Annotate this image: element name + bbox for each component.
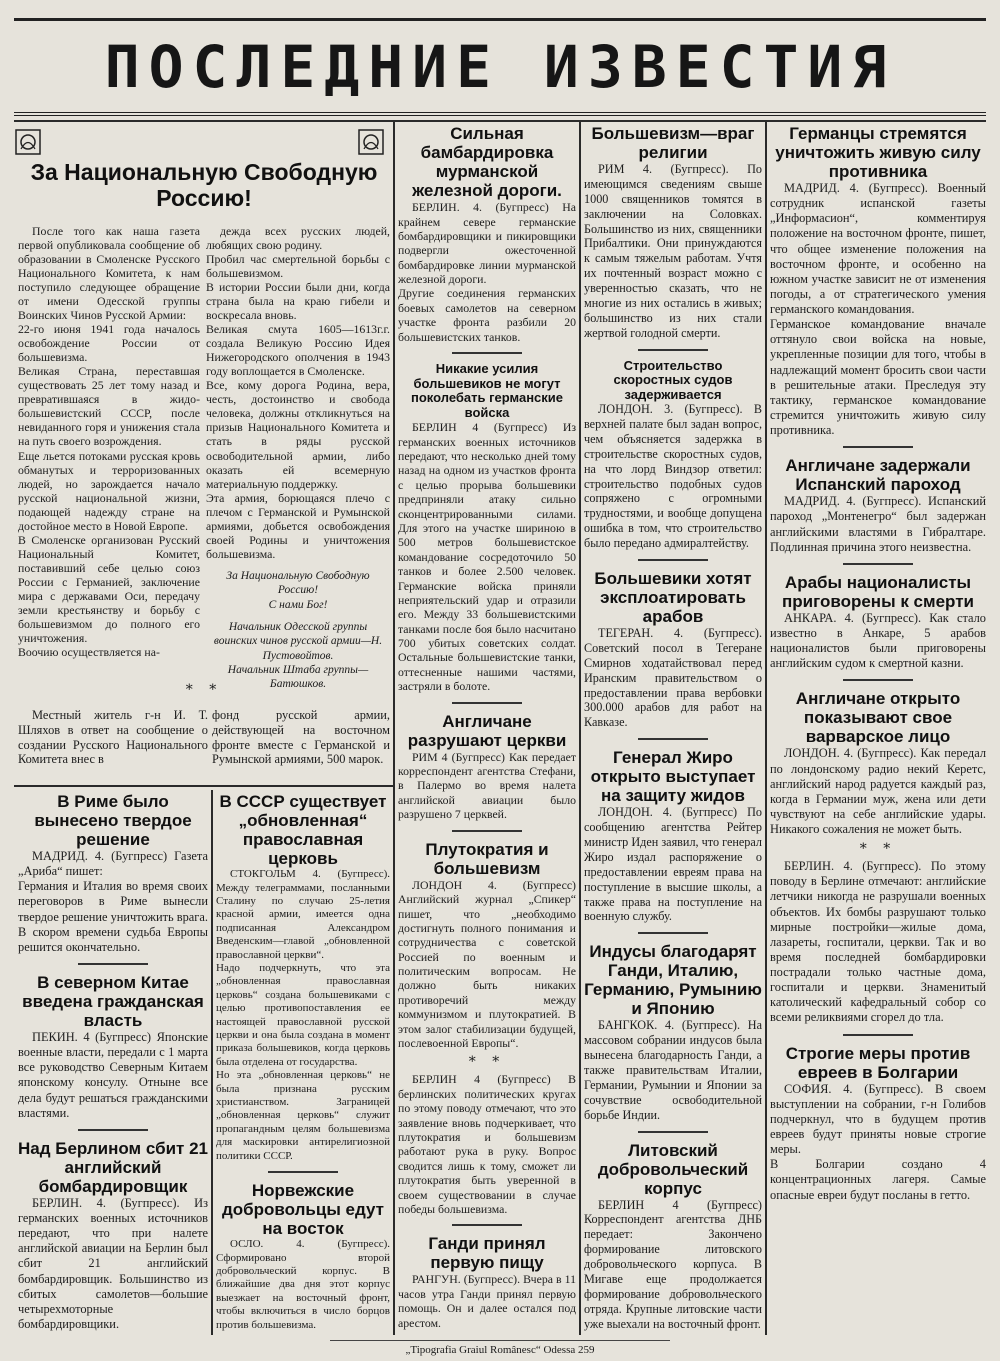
article-text: БАНГКОК. 4. (Бугпресс). На массовом собрании индусов была вынесена благодарность Ганди, а также правительствам Италии, Германии, Румынии и Японии за сочувствие освободительной борьбе Индии. [584, 1018, 762, 1122]
article-headline: Строительство скоростных судов задерживается [613, 357, 733, 402]
separator [268, 1171, 338, 1173]
article [18, 973, 208, 1121]
printer-imprint: „Tipografia Graiul Românesc“ Odessa 259 [330, 1340, 670, 1356]
article-text: РИМ 4 (Бугпресс) Как передает корреспондент агентства Стефани, в Палермо во время налета английской авиации было разрушено 7 церквей. [398, 749, 576, 822]
article-text: БЕРЛИН. 4. (Бугпресс). По этому поводу в Берлине отмечают: английские летчики никогда не разрушали военных объектов. Их бомбы разрушают только мирные постройки—жилые дома, лазареты, госпитали, церкви. Так и во время последней бомбардировки пострадали только частные дома, госпитали и церкви. Знаменитый католический кафедральный собор со всеми реликвиями сгорел до тла. [770, 859, 986, 1025]
article [770, 689, 986, 837]
column-rule [393, 120, 395, 1335]
article [584, 1141, 762, 1332]
column-4 [584, 124, 762, 1336]
article-headline: Англичане открыто показывают свое варварское лицо [795, 689, 961, 747]
lead-bottom-left [18, 708, 208, 784]
article-headline: Германцы стремятся уничтожить живую силу противника [775, 124, 981, 182]
lead-headline-box [18, 156, 390, 226]
lead-right-text: дежда всех русских людей, любящих свою родину. Пробил час смертельной борьбы с большевизмом. В истории России были дни, когда страна была на краю гибели и воскресала вновь. Великая смута 1605—1613г.г. создала Великую Россию Идея Нижегородского ополчения в 1943 году воплощается в Смоленске. Все, кому дорога Родина, вера, честь, достоинство и свобода человека, должны откликнуться на призыв Национального Комитета и стать в ряды русской освободительной армии, либо оказать ей всемерную материальную поддержку. Эта армия, борющаяся плечо с плечом с Германской и Румынской армиями, добьется освобождения своей Родины и уничтожения большевизма. [206, 224, 390, 561]
article [584, 748, 762, 924]
column-5 [770, 124, 986, 1336]
article [398, 362, 576, 694]
article-text: РАНГУН. (Бугпресс). Вчера в 11 часов утра Ганди принял первую помощь. Он и далее остался под арестом. [398, 1272, 576, 1330]
article-text: ЛОНДОН 4. (Бугпресс) Английский журнал „Спикер“ пишет, что „необходимо достигнуть полного понимания и сотрудничества с советской Россией по военным и политическим вопросам. Не должно быть никаких противоречий между коммунизмом и плутократией. В этом залог стабилизации будущей, послевоенной Европы“. [398, 877, 576, 1051]
article-headline: Строгие меры против евреев в Болгарии [785, 1043, 971, 1082]
lead-signature: Начальник Одесской группы воинских чинов русской армии—Н. Пустовойтов. Начальник Штаба группы— Батюшков. [213, 620, 383, 691]
article-text: МАДРИД. 4. (Бугпресс). Военный сотрудник испанской газеты „Информасион“, комментируя положение на восточном фронте, пишет, что общее изменение положения на восточном фронте, и особенно на южном участке зависит не от изменения погоды, а от стратегического умения германского командования. Германское командование вначале оттянуло свои войска на новые, укрепленные позиции для того, чтобы в надлежащий момент бросить свои части в решительные атаки. Преследуя эту тактику, германское командование стремится уничтожить живую силу противника. [770, 181, 986, 438]
article [18, 1139, 208, 1332]
article [18, 792, 208, 955]
article-text: ПЕКИН. 4 (Бугпресс) Японские военные власти, передали с 1 марта все руководство Северным Китаем японскому консулу. Отныне все дела будут решаться гражданскими властями. [18, 1030, 208, 1120]
article-headline: Арабы националисты приговорены к смерти [782, 572, 974, 611]
article [770, 124, 986, 438]
article-headline: Плутократия и большевизм [425, 839, 549, 878]
article-headline: Англичане разрушают церкви [407, 711, 567, 750]
article [584, 942, 762, 1122]
article-text: БЕРЛИН. 4. (Бугпресс) На крайнем севере германские бомбардировщики и пикировщики подвергли ожесточенной бомбардировке линии мурманской железной дороги. Другие соединения германских боевых самолетов на северном участке фронта разбили 20 большевистских танков. [398, 200, 576, 344]
separator [638, 559, 708, 561]
article-headline: Литовский добровольческий корпус [597, 1140, 749, 1198]
column-rule [211, 790, 213, 1335]
article [770, 573, 986, 672]
article-text: БЕРЛИН 4 (Бугпресс) Из германских военных источников передают, что несколько дней тому назад на одном из участков фронта с целью прорыва большевики предприняли атаку сильно сконцентрированными силами. Для этого на участке шириною в 500 метров большевистское командование сосредоточило 50 танков и более 2.500 человек. Германские войска приняли неприятельский удар и отразили его. Между 33 большевистскими танками после боя было насчитано 700 убитых советских солдат. Остальные большевистские танки, оттесненные нашими частями, застряли в болоте. [398, 420, 576, 694]
article [770, 456, 986, 555]
article [216, 1181, 390, 1332]
article-text: БЕРЛИН. 4. (Бугпресс). Из германских военных источников передают, что при налете английской авиации на Берлин был сбит 21 английский бомбардировщик. Большинство из сбитых самолетов—большие четырехмоторные бомбардировщики. [18, 1195, 208, 1331]
article [398, 124, 576, 344]
article-headline: Большевики хотят эксплоатировать арабов [594, 568, 752, 627]
article-headline: Большевизм—враг религии [591, 124, 755, 163]
article-headline: Генерал Жиро открыто выступает на защиту жидов [590, 748, 756, 806]
article [584, 124, 762, 341]
article-headline: Ганди принял первую пищу [428, 1234, 546, 1273]
article-text: БЕРЛИН 4 (Бугпресс) Корреспондент агентства ДНБ передает: Закончено формирование литовского добровольческого корпуса. В Мигаве еще продолжается формирование добровольческого отряда. Крупные литовские части уже выехали на восточный фронт. [584, 1197, 762, 1331]
masthead-title: ПОСЛЕДНИЕ ИЗВЕСТИЯ [104, 32, 896, 101]
top-rule [14, 120, 986, 122]
ornament-left [14, 128, 42, 156]
article-text: АНКАРА. 4. (Бугпресс). Как стало известно в Анкаре, 5 арабов националистов были приговорены английским судом к смертной казни. [770, 610, 986, 671]
article-text: БЕРЛИН 4 (Бугпресс) В берлинских политических кругах по этому поводу отмечают, что это заявление вновь подчеркивает, что плутократия и большевизм работают рука в руку. Вопрос сводится лишь к тому, сможет ли плутократия быть уверенной в своем существовании в случае победы большевизма. [398, 1072, 576, 1216]
lead-right-column [206, 224, 390, 694]
lead-bottom-left-text: Местный житель г-н И. Т. Шляхов в ответ на сообщение о создании Русского Национального Комитета внес в [18, 708, 208, 767]
separator [638, 1131, 708, 1133]
article-text: РИМ 4. (Бугпресс). По имеющимся сведениям свыше 1000 священников томятся в заключении на Соловках. Большинство из них, священники Прибалтики. Они принуждаются к самым тяжелым работам. Учтя их почтенный возраст можно с уверенностью сказать, что не многие из них остались в живых; большинство из них стали жертвой голодной смерти. [584, 162, 762, 340]
lead-bottom-right-text: фонд русской армии, действующей на восточном фронте вместе с Германской и Румынской армиями, 500 марок. [212, 708, 390, 767]
article [770, 1044, 986, 1203]
lead-stars-box [18, 680, 390, 702]
lead-left-text: После того как наша газета первой опубликовала сообщение об образовании в Смоленске Русского Национального Комитета, к нам поступило следующее обращение от имени Одесской группы Воинских Чинов Русской Армии: 22-го июня 1941 года началось освобождение России от большевизма. Великая Страна, переставшая существовать 25 лет тому назад и превратившаяся в жидо-большевистский СССР, после невиданного горя и унижения стала на путь своего возрождения. Еще льется потоками русская кровь обманутых и терроризованных людей, но зарождается начало русской национальной жизни, подающей надежду стране на достойное место в Новой Европе. В Смоленске организован Русский Национальный Комитет, поставивший себе целью союз России с Германией, заключение мира с державами Оси, передачу земли крестьянству и борьбу с большевизмом до полного его уничтожения. Воочию осуществляется на- [18, 224, 200, 659]
separator [843, 679, 913, 681]
article [398, 1072, 576, 1216]
column-1 [18, 792, 208, 1337]
article [216, 792, 390, 1163]
article-text: ТЕГЕРАН. 4. (Бугпресс). Советский посол в Тегеране Смирнов ходатайствовал перед Иранским правительством о предоставлении права вербовки 300.000 арабов для работ на Кавказе. [584, 626, 762, 730]
column-2 [216, 792, 390, 1337]
separator [452, 1224, 522, 1226]
article [584, 569, 762, 730]
article-text: МАДРИД. 4. (Бугпресс) Газета „Ариба“ пишет: Германия и Италия во время своих переговоров в Риме вынесли твердое решение уничтожить врага. В скором времени судьба Европы решится окончательно. [18, 849, 208, 954]
article-headline: Индусы благодарят Ганди, Италию, Германию, Румынию и Японию [584, 942, 762, 1019]
separator [843, 446, 913, 448]
article-text: СОФИЯ. 4. (Бугпресс). В своем выступлении на собрании, г-н Голибов подчеркнул, что в будущем против евреев будут приняты новые строгие меры. В Болгарии создано 4 концентрационных лагеря. Самые опасные евреи будут посланы в гетто. [770, 1081, 986, 1202]
article [398, 1234, 576, 1330]
separator [843, 563, 913, 565]
lead-bottom-rule [14, 785, 393, 787]
article-headline: Сильная бамбардировка мурманской железной дороги. [412, 124, 562, 201]
separator [638, 349, 708, 351]
article-text: ЛОНДОН. 3. (Бугпресс). В верхней палате был задан вопрос, чем объясняется задержка в строительстве скоростных судов, на что лорд Виндзор ответил: строительство подобных судов сопряжено с огромными трудностями, и вообще допущена ошибка в том, что строительство было передано адмиралтейству. [584, 402, 762, 551]
separator [638, 932, 708, 934]
article-text: ЛОНДОН. 4. (Бугпресс). Как передал по лондонскому радио некий Керетс, английский народ радуется каждый раз, когда в Германии муж, жена или дети чувствуют на себе английские удары. Никакого сожаления не может быть. [770, 746, 986, 837]
stars-divider: * * [859, 841, 897, 858]
article [398, 712, 576, 822]
masthead [14, 18, 986, 116]
lead-bottom-right [212, 708, 390, 784]
article-headline: В северном Китае введена гражданская власть [22, 972, 204, 1031]
article-text: ОСЛО. 4. (Бугпресс). Сформировано второй добровольческий корпус. В ближайшие два дня этот корпус выезжает на восточный фронт, чтобы включиться в число борцов против большевизма. [216, 1238, 390, 1331]
article-headline: Над Берлином сбит 21 английский бомбардировщик [18, 1138, 208, 1196]
article-headline: Норвежские добровольцы едут на восток [221, 1181, 384, 1239]
article [584, 359, 762, 551]
separator [452, 352, 522, 354]
article-text: СТОКГОЛЬМ 4. (Бугпресс). Между телеграммами, посланными Сталину по случаю 25-летия красной армии, имеется одна подписанная Александром Введенским—главой „обновленной православной церкви“. Надо подчеркнуть, что эта „обновленная православная церковь“ создана большевиками с целью противопоставления ее настоящей православной русской церкви и она была создана в момент приказа большевиков, когда церковь была отделена от государства. Но эта „обновленная церковь“ не была признана русским христианством. Заграницей „обновленная церковь“ служит пропагандным целям большевизма для маскировки антирелигиозной политики СССР. [216, 868, 390, 1162]
separator [843, 1034, 913, 1036]
lead-slogan: За Национальную Свободную Россию! С нами Бог! [226, 569, 370, 611]
separator [638, 738, 708, 740]
column-rule [765, 120, 767, 1335]
separator [78, 1129, 148, 1131]
separator [452, 702, 522, 704]
column-3 [398, 124, 576, 1336]
article [398, 840, 576, 1051]
article-text: ЛОНДОН. 4. (Бугпресс) По сообщению агентства Рейтер министр Иден заявил, что генерал Жиро издал распоряжение о предоставлении евреям права на поступление в высшие школы, а также права на поступление на военную службу. [584, 805, 762, 924]
article-text: МАДРИД. 4. (Бугпресс). Испанский пароход „Монтенегро“ был задержан английскими властями в Гибралтаре. Подлинная причина этого неизвестна. [770, 494, 986, 554]
separator [452, 830, 522, 832]
lead-stars: * * [185, 682, 223, 698]
article-headline: В СССР существует „обновленная“ православная церковь [219, 792, 387, 869]
separator [78, 963, 148, 965]
article-headline: В Риме было вынесено твердое решение [34, 792, 192, 850]
ornament-right [357, 128, 385, 156]
lead-headline: За Национальную Свободную Россию! [30, 159, 378, 211]
article [770, 859, 986, 1025]
stars-divider: * * [468, 1054, 506, 1071]
lead-left-column [18, 224, 200, 680]
article-headline: Англичане задержали Испанский пароход [785, 456, 971, 495]
column-rule [579, 120, 581, 1335]
article-headline: Никакие усилия большевиков не могут поколебать германские войска [410, 361, 564, 420]
